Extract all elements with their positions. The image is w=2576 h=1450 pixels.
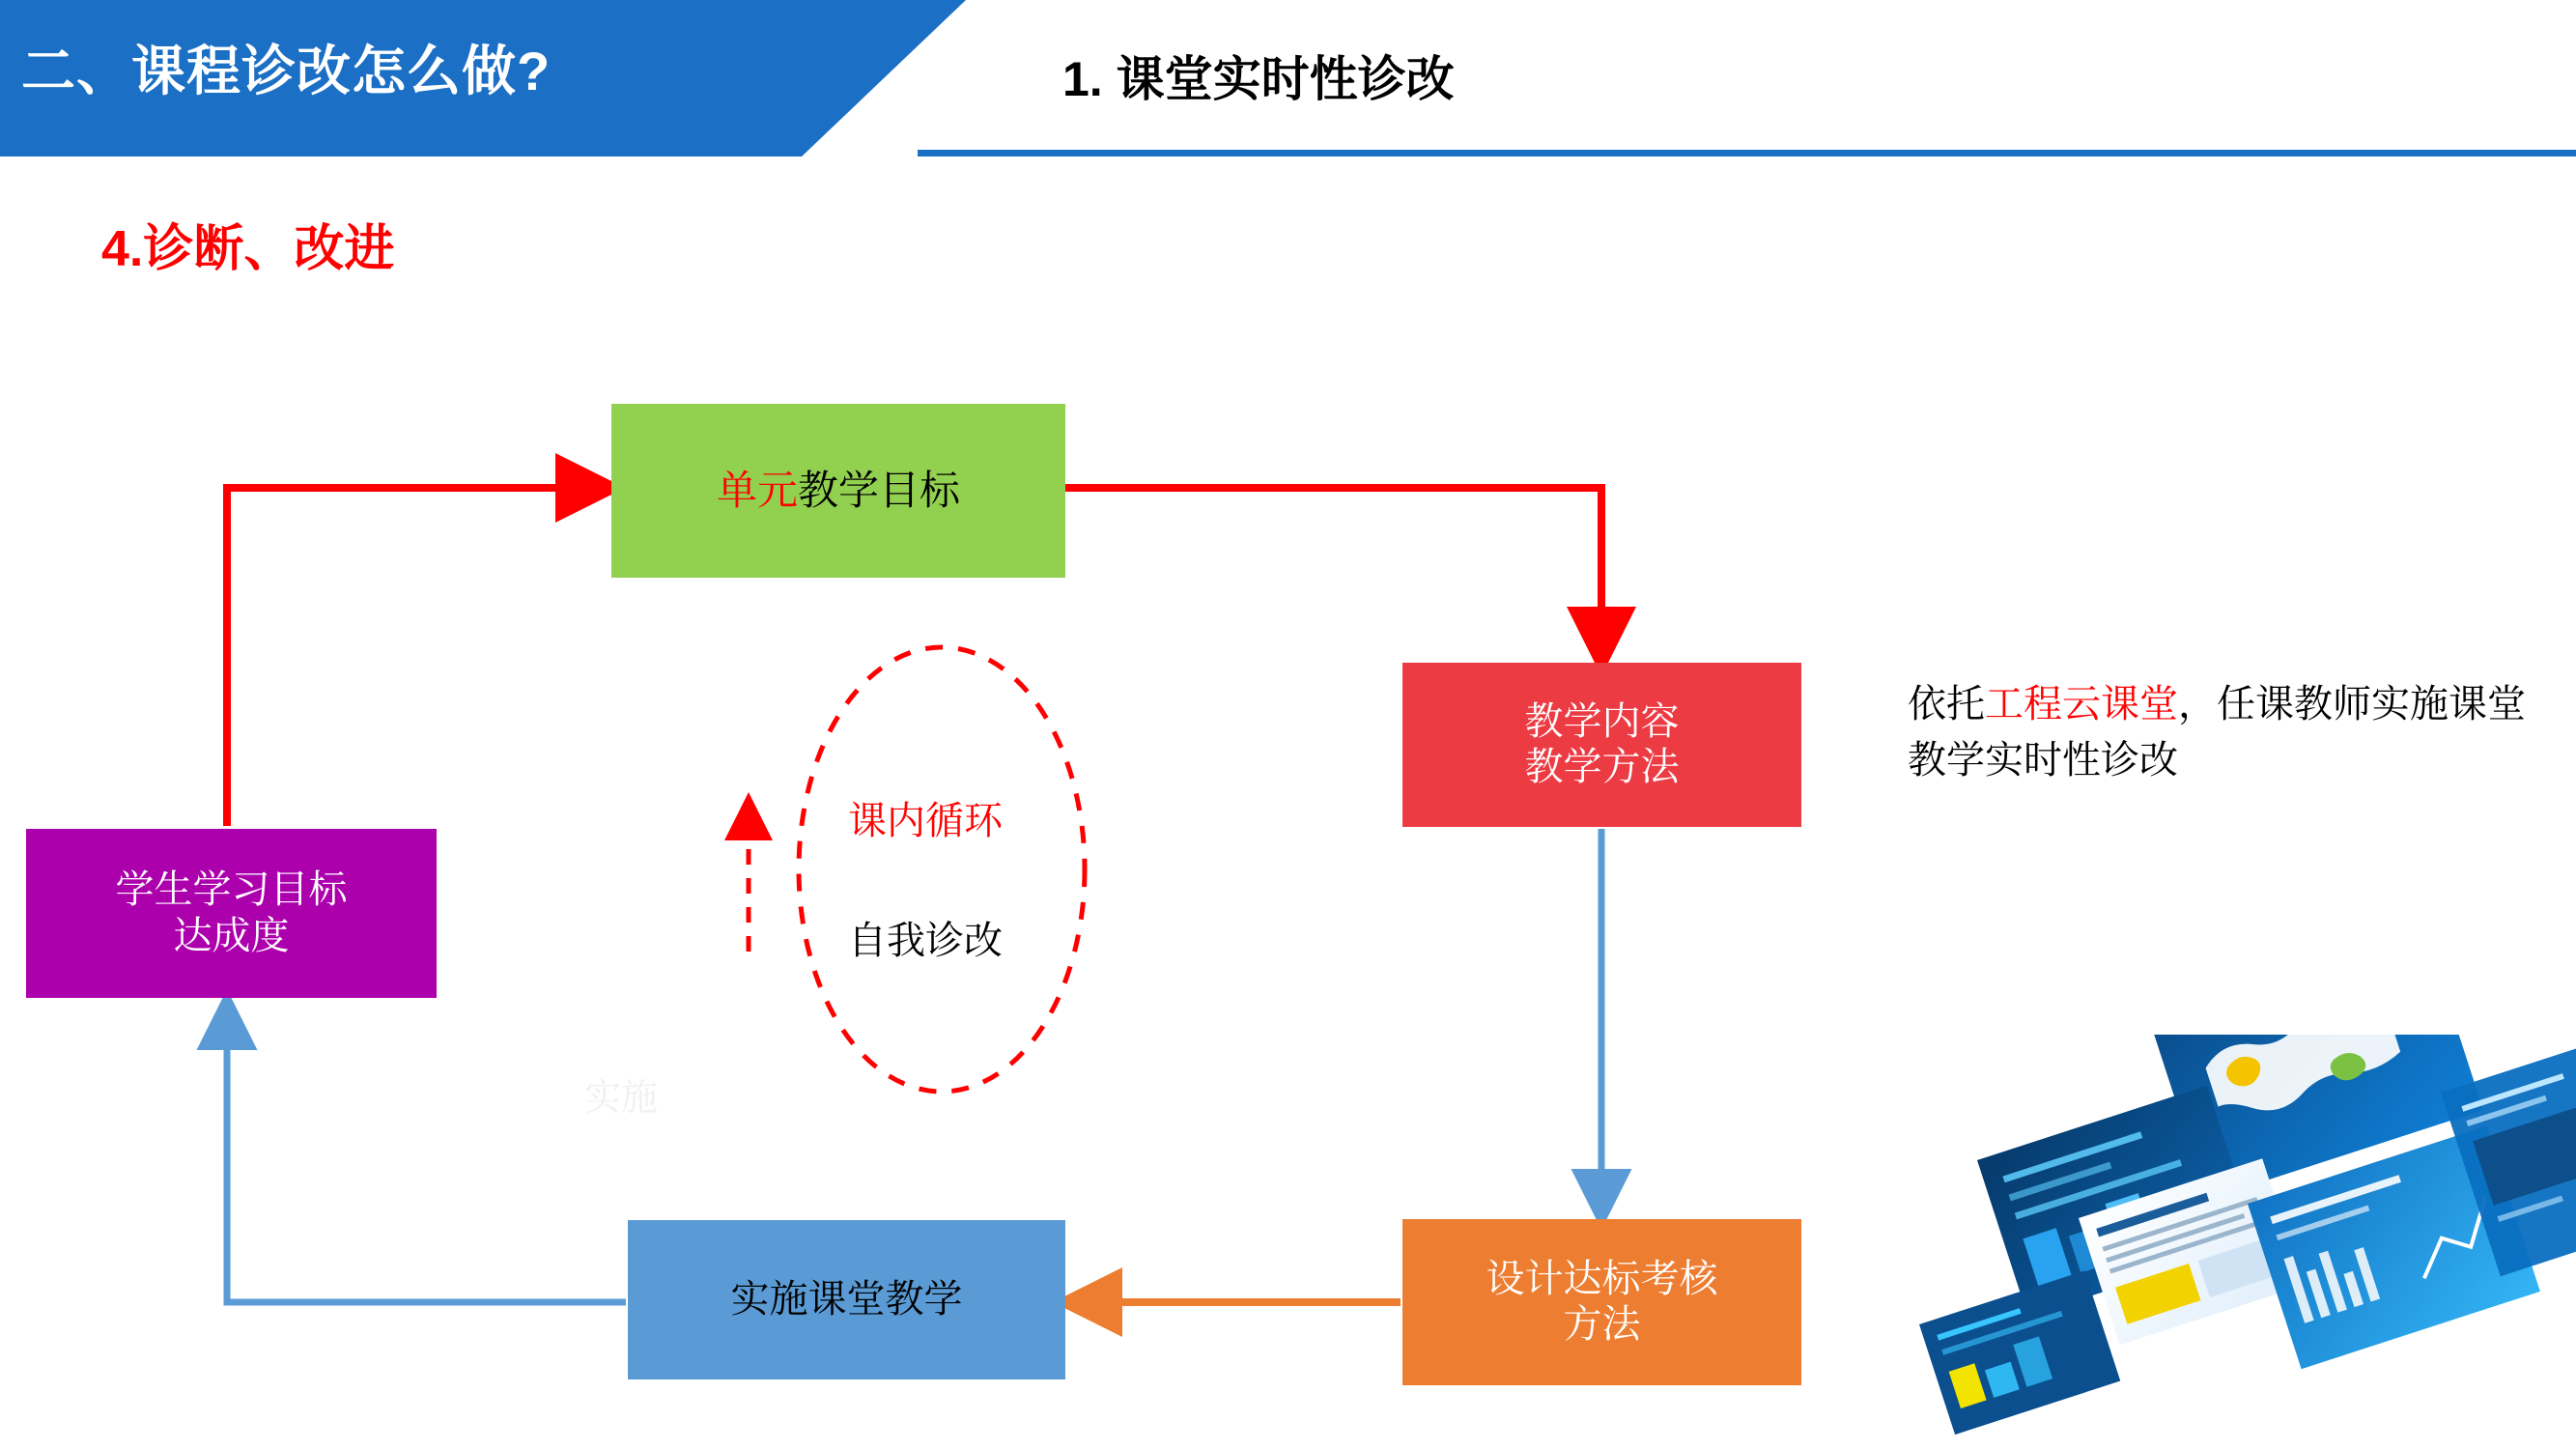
node-unit-goal-label	[717, 467, 960, 515]
node-content-method[interactable]	[1402, 663, 1801, 827]
slide-header	[0, 0, 2576, 156]
node-student-attainment-label	[116, 867, 348, 958]
node-student-attainment-line1: 学生学习目标	[115, 868, 348, 912]
side-note-suffix: ，任课教师实施课堂教学实时性诊改	[1908, 683, 2526, 782]
node-assessment-line2: 方法	[1563, 1303, 1641, 1346]
side-note	[1908, 676, 2545, 788]
cycle-label-primary: 课内循环	[848, 800, 1003, 842]
page-title: 二、课程诊改怎么做?	[21, 41, 552, 101]
side-note-emphasis: 工程云课堂	[1985, 683, 2178, 725]
side-note-prefix: 依托	[1908, 683, 1985, 725]
node-student-attainment[interactable]	[26, 829, 437, 998]
header-underline	[918, 150, 2576, 156]
node-assessment-label	[1486, 1257, 1718, 1348]
node-content-method-label	[1525, 699, 1680, 790]
cycle-label-secondary: 自我诊改	[848, 920, 1003, 962]
node-unit-goal[interactable]	[611, 404, 1065, 578]
node-implement-teaching-label: 实施课堂教学	[730, 1277, 963, 1321]
node-assessment[interactable]	[1402, 1219, 1801, 1385]
node-unit-goal-emphasis: 单元	[716, 468, 798, 514]
section-heading: 4.诊断、改进	[101, 221, 395, 277]
header-subtitle: 1. 课堂实时性诊改	[1062, 52, 1455, 106]
node-assessment-line1: 设计达标考核	[1486, 1257, 1718, 1300]
collage-svg	[1861, 1035, 2576, 1450]
node-unit-goal-rest: 教学目标	[798, 468, 961, 514]
decorative-image-collage	[1861, 1035, 2576, 1450]
node-content-method-line2: 教学方法	[1524, 746, 1680, 788]
node-implement-teaching[interactable]	[628, 1220, 1065, 1379]
watermark-text: 实施	[584, 1078, 659, 1119]
node-content-method-line1: 教学内容	[1524, 699, 1680, 743]
node-student-attainment-line2: 达成度	[173, 914, 290, 957]
